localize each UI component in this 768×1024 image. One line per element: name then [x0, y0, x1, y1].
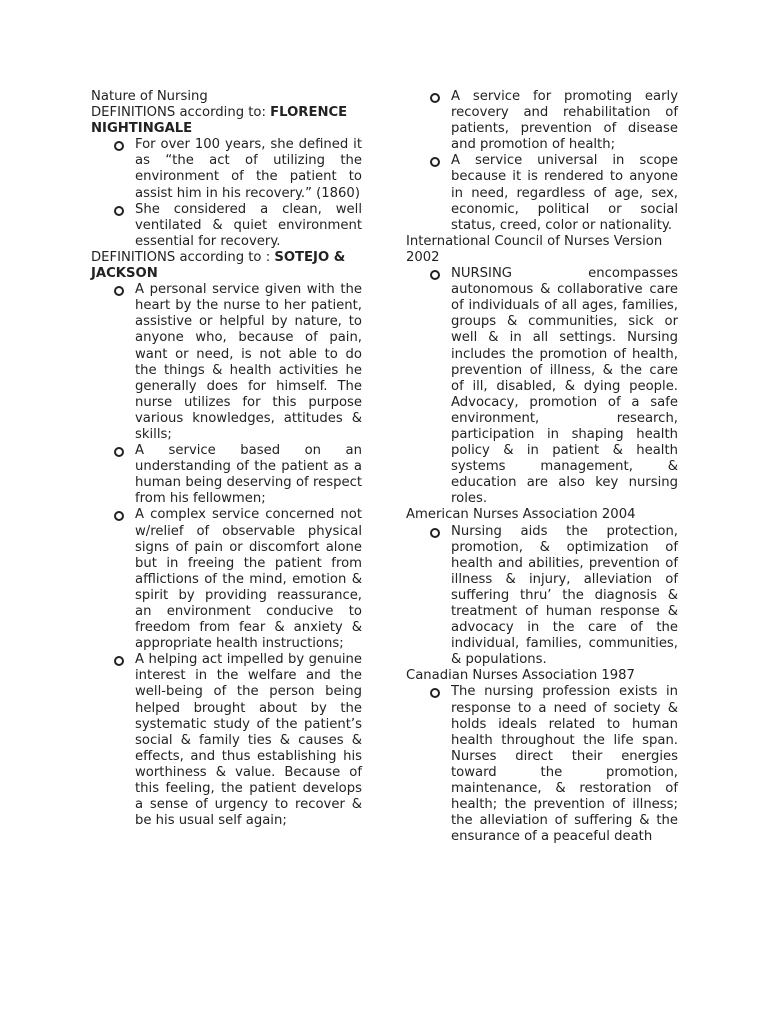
- continued-definitions-list: [406, 89, 678, 234]
- list-item: [406, 89, 678, 153]
- definitions-heading-nightingale: [91, 105, 362, 137]
- list-item-text: A service for promoting early recovery and rehabilitation of patients, prevention of disease and promotion of health;: [451, 89, 678, 153]
- icn-definitions-list: [406, 266, 678, 507]
- author-name: FLORENCE NIGHTINGALE: [91, 105, 348, 137]
- ring-bullet-icon: [430, 528, 440, 538]
- list-item-text: A helping act impelled by genuine interest in the welfare and the well-being of the person being helped brought about by the systematic study of the patient’s social & family ties & causes & effects, and thus establishing his worthiness & value. Because of this feeling, the patient develops a sense of urgency to recover & be his usual self again;: [135, 652, 362, 829]
- list-item: [91, 443, 362, 507]
- ring-bullet-icon: [430, 93, 440, 103]
- nightingale-definitions-list: [91, 137, 362, 250]
- ring-bullet-icon: [430, 157, 440, 167]
- ring-bullet-icon: [114, 511, 124, 521]
- list-item-text: A complex service concerned not w/relief of observable physical signs of pain or discomfort alone but in freeing the patient from afflictions of the mind, emotion & spirit by providing reassurance, an environment conducive to freedom from fear & anxiety & appropriate health instructions;: [135, 507, 362, 652]
- list-item-text: A personal service given with the heart by the nurse to her patient, assistive or helpful by nature, to anyone who, because of pain, want or need, is not able to do the things & health activities he generally does for himself. The nurse utilizes for this purpose various knowledges, attitudes & skills;: [135, 282, 362, 442]
- ring-bullet-icon: [430, 688, 440, 698]
- list-item-text: She considered a clean, well ventilated & quiet environment essential for recovery.: [135, 201, 362, 249]
- cna-definitions-list: [406, 684, 678, 845]
- ana-definitions-list: [406, 524, 678, 669]
- list-item: [406, 524, 678, 669]
- list-item: [406, 266, 678, 507]
- right-column: [406, 89, 678, 845]
- icn-heading: International Council of Nurses Version 2002: [406, 233, 663, 265]
- cna-heading: Canadian Nurses Association 1987: [406, 668, 635, 684]
- list-item-text: A service based on an understanding of the patient as a human being deserving of respect from his fellowmen;: [135, 443, 362, 507]
- ring-bullet-icon: [114, 206, 124, 216]
- list-item-text: A service universal in scope because it is rendered to anyone in need, regardless of age, sex, economic, political or social status, creed, color or nationality.: [451, 153, 678, 233]
- ring-bullet-icon: [430, 270, 440, 280]
- ring-bullet-icon: [114, 447, 124, 457]
- list-item: [91, 507, 362, 652]
- list-item-text: For over 100 years, she defined it as “the act of utilizing the environment of the patient to assist him in his recovery.” (1860): [135, 137, 362, 201]
- document-title: Nature of Nursing: [91, 89, 208, 104]
- list-item: [406, 153, 678, 233]
- list-item-text: Nursing aids the protection, promotion, & optimization of health and abilities, prevention of illness & injury, alleviation of suffering thru’ the diagnosis & treatment of human response & advocacy in the care of the individual, families, communities, & populations.: [451, 523, 678, 668]
- list-item: [91, 202, 362, 250]
- ring-bullet-icon: [114, 286, 124, 296]
- definitions-prefix: DEFINITIONS according to :: [91, 249, 275, 265]
- list-item: [406, 684, 678, 845]
- sotejo-definitions-list: [91, 282, 362, 829]
- ana-heading: American Nurses Association 2004: [406, 507, 636, 523]
- author-name: SOTEJO & JACKSON: [91, 249, 346, 282]
- list-item: [91, 137, 362, 201]
- definitions-prefix: DEFINITIONS according to:: [91, 105, 271, 121]
- ring-bullet-icon: [114, 141, 124, 151]
- list-item: [91, 282, 362, 443]
- definitions-heading-sotejo: [91, 250, 362, 282]
- list-item: [91, 652, 362, 829]
- ring-bullet-icon: [114, 656, 124, 666]
- list-item-text: NURSING encompasses autonomous & collaborative care of individuals of all ages, families, groups & communities, sick or well & in all settings. Nursing includes the promotion of health, prevention of illness, & the care of ill, disabled, & dying people. Advocacy, promotion of a safe environment, research, participation in shaping health policy & in patient & health systems management, & education are also key nursing roles.: [451, 266, 678, 507]
- left-column: [91, 89, 362, 829]
- list-item-text: The nursing profession exists in response to a need of society & holds ideals related to human health throughout the life span. Nurses direct their energies toward the promotion, maintenance, & restoration of health; the prevention of illness; the alleviation of suffering & the ensurance of a peaceful death: [451, 684, 678, 845]
